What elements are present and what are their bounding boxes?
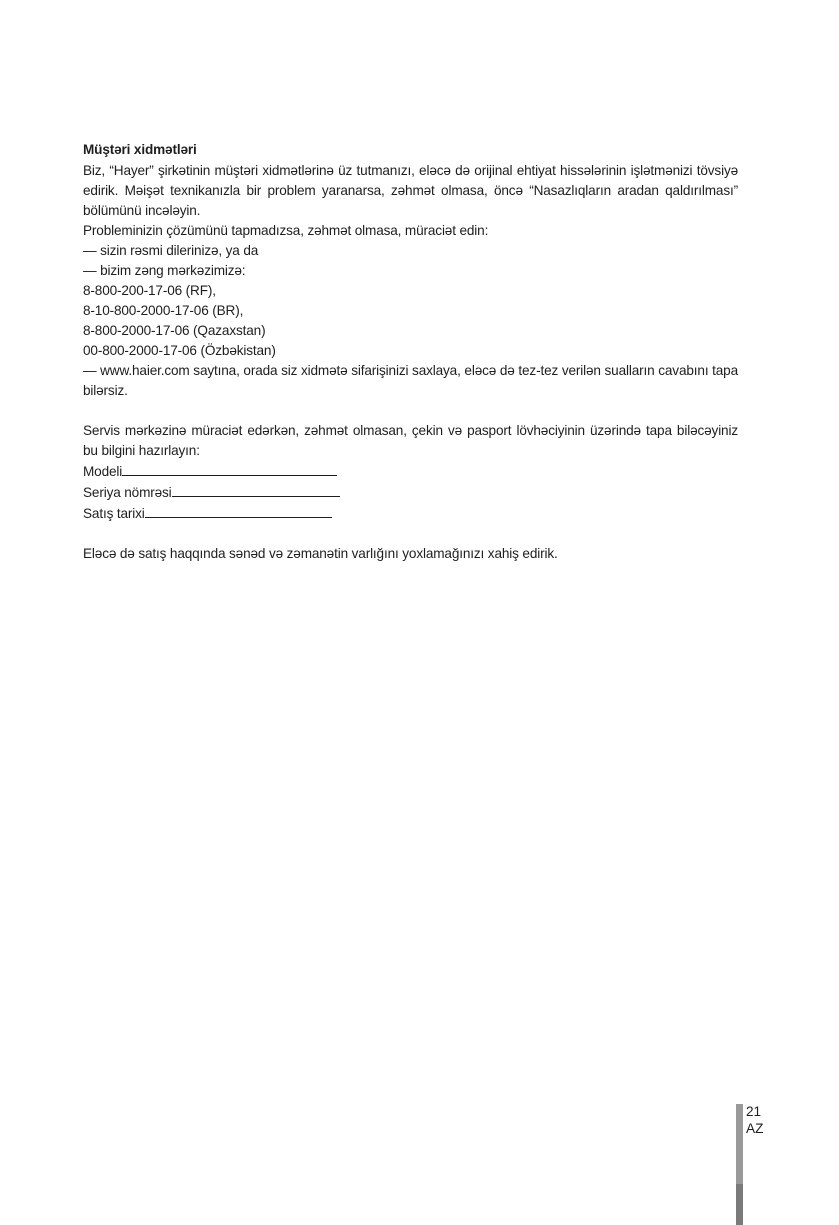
model-field xyxy=(83,461,738,482)
service-note: Servis mərkəzinə müraciət edərkən, zəhmət olmasan, çekin və pasport lövhəciyinin üzərində tapa biləcəyiniz bu bilgini hazırlayın: xyxy=(83,423,738,458)
serial-field xyxy=(83,482,738,503)
sale-date-blank xyxy=(145,503,332,518)
phone-uz: 00-800-2000-17-06 (Özbəkistan) xyxy=(83,343,276,358)
intro-paragraph: Biz, “Hayer” şirkətinin müştəri xidmətlərinə üz tutmanızı, eləcə də orijinal ehtiyat hissələrinin işlətmənizi tövsiyə edirik. Məişət texnikanızla bir problem yaranarsa, zəhmət olmasa, öncə “Nasazlıqların aradan qaldırılması” bölümünü incələyin. xyxy=(83,163,738,218)
serial-label: Seriya nömrəsi xyxy=(83,485,172,500)
closing-line: Eləcə də satış haqqında sənəd və zəmanətin varlığını yoxlamağınızı xahiş edirik. xyxy=(83,546,558,561)
phone-kz: 8-800-2000-17-06 (Qazaxstan) xyxy=(83,323,266,338)
sale-date-field xyxy=(83,503,738,524)
model-blank xyxy=(122,461,337,476)
contact-prompt: Probleminizin çözümünü tapmadızsa, zəhmət olmasa, müraciət edin: xyxy=(83,223,489,238)
callcenter-line: — bizim zəng mərkəzimizə: xyxy=(83,263,246,278)
serial-blank xyxy=(172,482,340,497)
website-paragraph: — www.haier.com saytına, orada siz xidmətə sifarişinizi saxlaya, eləcə də tez-tez verilən sualların cavabını tapa bilərsiz. xyxy=(83,363,738,398)
document-body xyxy=(83,140,738,564)
section-title: Müştəri xidmətləri xyxy=(83,142,197,157)
spacer xyxy=(83,524,738,544)
page-language: AZ xyxy=(746,1121,764,1136)
phone-br: 8-10-800-2000-17-06 (BR), xyxy=(83,303,244,318)
page-edge-marker-dark xyxy=(736,1184,743,1225)
phone-rf: 8-800-200-17-06 (RF), xyxy=(83,283,216,298)
dealer-line: — sizin rəsmi dilerinizə, ya da xyxy=(83,243,259,258)
page-edge-marker xyxy=(736,1104,743,1225)
page-number: 21 xyxy=(746,1104,762,1119)
model-label: Modeli xyxy=(83,464,123,479)
page-number-block xyxy=(746,1103,763,1137)
sale-date-label: Satış tarixi xyxy=(83,506,145,521)
spacer xyxy=(83,401,738,421)
